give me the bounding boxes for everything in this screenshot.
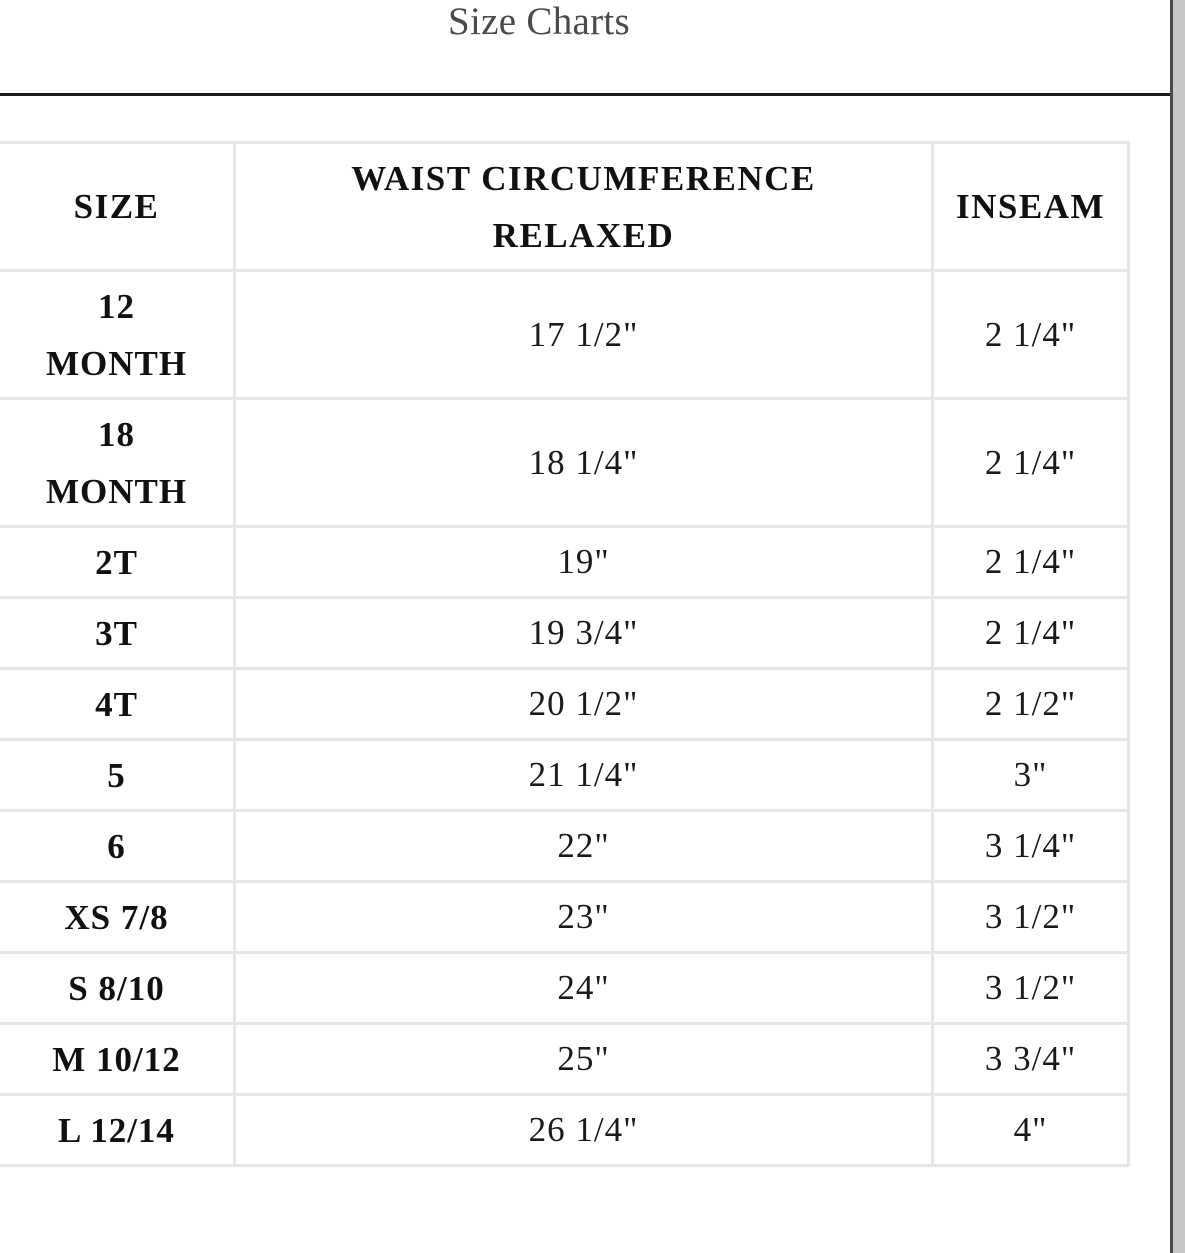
table-row — [0, 669, 1129, 740]
size-cell: 12 MONTH — [0, 271, 235, 399]
table-row — [0, 399, 1129, 527]
inseam-cell: 2 1/4" — [933, 271, 1129, 399]
table-row — [0, 598, 1129, 669]
header-inseam: INSEAM — [933, 143, 1129, 271]
waist-cell: 17 1/2" — [235, 271, 933, 399]
header-size: SIZE — [0, 143, 235, 271]
waist-cell: 22" — [235, 811, 933, 882]
table-row — [0, 1095, 1129, 1166]
inseam-cell: 3 1/2" — [933, 882, 1129, 953]
table-row — [0, 527, 1129, 598]
size-cell: 3T — [0, 598, 235, 669]
size-cell: 6 — [0, 811, 235, 882]
inseam-cell: 4" — [933, 1095, 1129, 1166]
waist-cell: 19" — [235, 527, 933, 598]
size-cell: S 8/10 — [0, 953, 235, 1024]
waist-cell: 18 1/4" — [235, 399, 933, 527]
waist-cell: 26 1/4" — [235, 1095, 933, 1166]
scrollbar-edge[interactable] — [1170, 0, 1185, 1253]
waist-cell: 20 1/2" — [235, 669, 933, 740]
waist-cell: 24" — [235, 953, 933, 1024]
size-cell: 5 — [0, 740, 235, 811]
table-header-row — [0, 143, 1129, 271]
size-cell: M 10/12 — [0, 1024, 235, 1095]
table-row — [0, 271, 1129, 399]
waist-cell: 19 3/4" — [235, 598, 933, 669]
waist-cell: 23" — [235, 882, 933, 953]
size-cell: 18 MONTH — [0, 399, 235, 527]
size-cell: 2T — [0, 527, 235, 598]
inseam-cell: 2 1/4" — [933, 598, 1129, 669]
size-cell: XS 7/8 — [0, 882, 235, 953]
inseam-cell: 3 3/4" — [933, 1024, 1129, 1095]
inseam-cell: 2 1/2" — [933, 669, 1129, 740]
size-cell: 4T — [0, 669, 235, 740]
inseam-cell: 3" — [933, 740, 1129, 811]
inseam-cell: 3 1/2" — [933, 953, 1129, 1024]
table-row — [0, 953, 1129, 1024]
inseam-cell: 2 1/4" — [933, 399, 1129, 527]
table-row — [0, 740, 1129, 811]
table-row — [0, 882, 1129, 953]
inseam-cell: 3 1/4" — [933, 811, 1129, 882]
inseam-cell: 2 1/4" — [933, 527, 1129, 598]
size-chart-table — [0, 141, 1130, 1167]
table-row — [0, 1024, 1129, 1095]
title-divider — [0, 93, 1172, 96]
size-cell: L 12/14 — [0, 1095, 235, 1166]
waist-cell: 21 1/4" — [235, 740, 933, 811]
waist-cell: 25" — [235, 1024, 933, 1095]
page-title: Size Charts — [448, 0, 631, 43]
table-row — [0, 811, 1129, 882]
header-waist: WAIST CIRCUMFERENCE RELAXED — [235, 143, 933, 271]
